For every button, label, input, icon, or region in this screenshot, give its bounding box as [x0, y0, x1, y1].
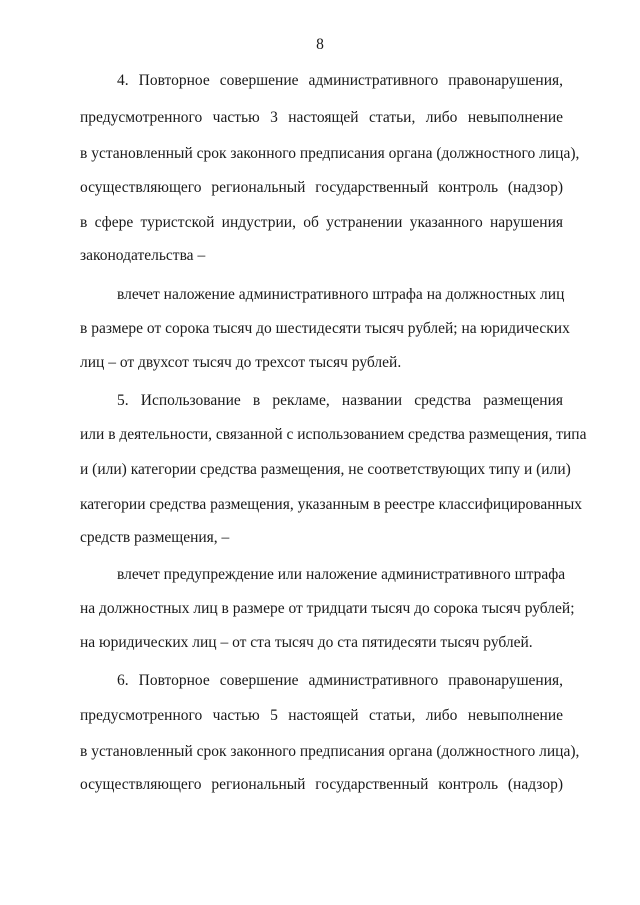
text-line: 5. Использование в рекламе, названии средства размещения: [117, 392, 563, 409]
text-line: предусмотренного частью 3 настоящей статьи, либо невыполнение: [80, 109, 563, 126]
text-line: категории средства размещения, указанным в реестре классифицированных: [80, 496, 583, 513]
text-line: или в деятельности, связанной с использованием средства размещения, типа: [80, 426, 587, 443]
text-line: на юридических лиц – от ста тысяч до ста пятидесяти тысяч рублей.: [80, 634, 533, 651]
text-line: предусмотренного частью 5 настоящей статьи, либо невыполнение: [80, 707, 563, 724]
text-line: средств размещения, –: [80, 529, 230, 546]
text-line: в установленный срок законного предписания органа (должностного лица),: [80, 743, 580, 760]
page-number: 8: [316, 36, 324, 53]
text-line: лиц – от двухсот тысяч до трехсот тысяч рублей.: [80, 354, 402, 371]
text-line: осуществляющего региональный государственный контроль (надзор): [80, 179, 563, 196]
text-line: 6. Повторное совершение административного правонарушения,: [117, 672, 563, 689]
text-line: законодательства –: [80, 247, 206, 264]
text-line: и (или) категории средства размещения, не соответствующих типу и (или): [80, 461, 571, 478]
text-line: в размере от сорока тысяч до шестидесяти тысяч рублей; на юридических: [80, 320, 570, 337]
text-line: на должностных лиц в размере от тридцати тысяч до сорока тысяч рублей;: [80, 600, 575, 617]
text-line: в сфере туристской индустрии, об устранении указанного нарушения: [80, 214, 563, 231]
text-line: в установленный срок законного предписания органа (должностного лица),: [80, 145, 580, 162]
text-line: влечет предупреждение или наложение административного штрафа: [117, 566, 566, 583]
text-line: осуществляющего региональный государственный контроль (надзор): [80, 776, 563, 793]
text-line: 4. Повторное совершение административного правонарушения,: [117, 72, 563, 89]
text-line: влечет наложение административного штрафа на должностных лиц: [117, 286, 565, 303]
